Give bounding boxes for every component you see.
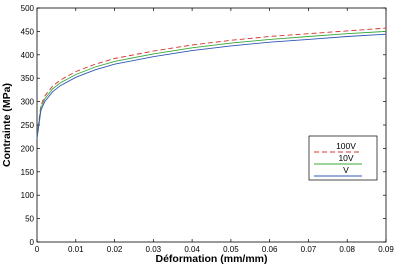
x-tick-label: 0.01 (67, 245, 84, 254)
x-axis-label: Déformation (mm/mm) (155, 253, 268, 265)
x-tick-label: 0 (34, 245, 40, 254)
y-tick-label: 400 (20, 50, 34, 60)
legend-label: 100V (336, 141, 356, 151)
x-tick-label: 0.04 (184, 245, 200, 254)
legend-label: V (343, 165, 349, 175)
x-tick-label: 0.08 (339, 245, 356, 254)
x-tick-label: 0.02 (106, 245, 123, 254)
x-tick-label: 0.05 (223, 245, 239, 254)
y-tick-label: 350 (20, 74, 34, 84)
y-tick-label: 150 (20, 167, 34, 177)
x-tick-label: 0.07 (300, 245, 317, 254)
y-axis-label: Contrainte (MPa) (1, 83, 13, 167)
y-tick-label: 100 (20, 191, 34, 201)
y-tick-label: 450 (20, 27, 34, 37)
legend (309, 136, 377, 180)
legend-label: 10V (338, 153, 354, 163)
y-tick-label: 250 (20, 121, 34, 130)
y-tick-label: 300 (20, 97, 34, 107)
y-tick-label: 0 (29, 238, 34, 247)
x-tick-label: 0.03 (145, 245, 162, 254)
y-tick-label: 500 (20, 4, 34, 13)
x-tick-label: 0.09 (378, 245, 394, 254)
y-tick-label: 200 (20, 144, 34, 154)
y-tick-label: 50 (25, 214, 34, 224)
x-tick-label: 0.06 (261, 245, 278, 254)
